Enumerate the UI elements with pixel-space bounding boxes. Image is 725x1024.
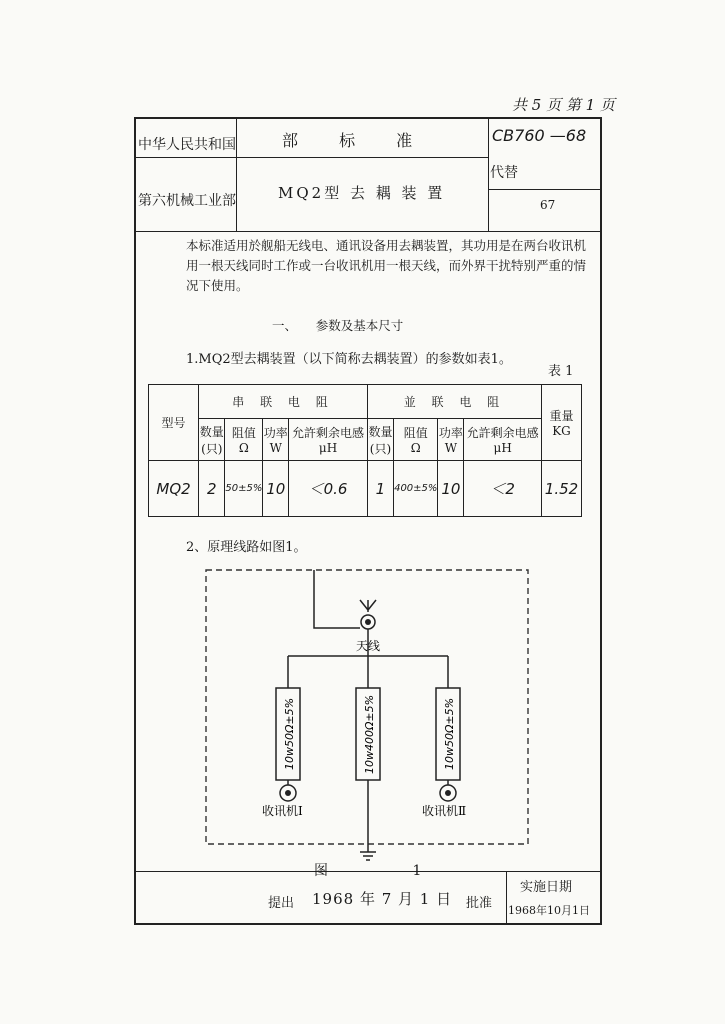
antenna-feed-line bbox=[314, 570, 360, 628]
col-unit: W bbox=[269, 441, 282, 455]
receiver-2-label: 收讯机Ⅱ bbox=[422, 804, 467, 818]
antenna-icon bbox=[360, 600, 376, 612]
cell-weight: 1.52 bbox=[542, 461, 582, 517]
footer-col-line bbox=[506, 871, 507, 925]
ground-icon bbox=[360, 852, 376, 860]
col-unit: (只) bbox=[201, 441, 223, 456]
col-header bbox=[394, 419, 438, 461]
approved-label: 批准 bbox=[466, 896, 493, 911]
col-header bbox=[289, 419, 368, 461]
ministry-name: 第六机械工业部 bbox=[138, 193, 236, 209]
cell-parallel-ind: ＜2 bbox=[464, 461, 542, 517]
col-unit: (只) bbox=[369, 441, 392, 456]
resistor-2-label: 10w400Ω±5% bbox=[363, 694, 376, 774]
col-header bbox=[464, 419, 542, 461]
cell-parallel-qty: 1 bbox=[367, 461, 393, 517]
col-unit: Ω bbox=[410, 441, 421, 455]
col-unit: Ω bbox=[238, 441, 249, 455]
receiver-2-connector-core bbox=[445, 790, 451, 796]
series-group-header: 串 联 电 阻 bbox=[199, 385, 368, 419]
replace-value: 67 bbox=[540, 198, 556, 212]
bus-lines bbox=[288, 629, 448, 688]
weight-label: 重量 bbox=[549, 409, 574, 423]
document-title: MQ2型 去 耦 装 置 bbox=[278, 184, 446, 202]
col-header bbox=[199, 419, 225, 461]
cell-parallel-res: 400±5% bbox=[394, 461, 438, 517]
cell-model: MQ2 bbox=[149, 461, 199, 517]
cell-parallel-power: 10 bbox=[438, 461, 464, 517]
col-name: 阻值 bbox=[231, 426, 256, 440]
cell-series-ind: ＜0.6 bbox=[289, 461, 368, 517]
cell-series-qty: 2 bbox=[199, 461, 225, 517]
header-bottom-line bbox=[136, 231, 602, 232]
effective-date: 1968年10月1日 bbox=[508, 904, 590, 917]
weight-unit: KG bbox=[552, 424, 571, 438]
col-header bbox=[225, 419, 263, 461]
item-2-text: 2、原理线路如图1。 bbox=[186, 540, 307, 555]
col-name: 允許剩余电感 bbox=[466, 426, 539, 440]
intro-paragraph: 本标准适用於舰船无线电、通讯设备用去耦装置，其功用是在两台收讯机用一根天线同时工作或一台收讯机用一根天线，而外界干扰特别严重的情况下使用。 bbox=[186, 238, 587, 293]
effective-label: 实施日期 bbox=[520, 880, 573, 895]
cell-series-res: 50±5% bbox=[225, 461, 263, 517]
col-name: 数量 bbox=[199, 424, 224, 439]
header-col-line-1 bbox=[236, 119, 237, 231]
col-header bbox=[263, 419, 289, 461]
table-label: 表 1 bbox=[548, 364, 574, 379]
section-title: 一、 参数及基本尺寸 bbox=[272, 318, 404, 333]
circuit-diagram bbox=[190, 560, 550, 870]
proposed-date: 1968 年 7 月 1 日 bbox=[312, 890, 453, 908]
table-row bbox=[149, 461, 582, 517]
col-name: 允許剩余电感 bbox=[292, 426, 365, 440]
col-name: 阻值 bbox=[403, 426, 428, 440]
col-name: 数量 bbox=[368, 424, 393, 439]
standard-type: 部 标 准 bbox=[282, 131, 431, 150]
cell-series-power: 10 bbox=[263, 461, 289, 517]
col-unit: μH bbox=[318, 441, 338, 455]
page-count: 共 5 页 第 1 页 bbox=[512, 96, 615, 114]
standard-number: CB760 —68 bbox=[492, 126, 587, 145]
resistor-3-label: 10w50Ω±5% bbox=[443, 697, 456, 770]
col-name: 功率 bbox=[263, 426, 288, 440]
col-header bbox=[438, 419, 464, 461]
header-col-line-2 bbox=[488, 119, 489, 231]
col-unit: μH bbox=[493, 441, 512, 455]
country-name: 中华人民共和国 bbox=[138, 137, 236, 153]
proposed-label: 提出 bbox=[268, 896, 295, 911]
antenna-connector-core bbox=[365, 619, 371, 625]
col-header bbox=[367, 419, 393, 461]
item-1-text: 1.MQ2型去耦装置（以下简称去耦装置）的参数如表1。 bbox=[186, 352, 512, 367]
parallel-group-header: 並 联 电 阻 bbox=[367, 385, 541, 419]
header-divider bbox=[136, 157, 488, 158]
receiver-1-connector-core bbox=[285, 790, 291, 796]
weight-header bbox=[542, 385, 582, 461]
antenna-label: 天线 bbox=[356, 639, 381, 653]
parameter-table bbox=[148, 384, 582, 517]
header-divider-right bbox=[488, 189, 602, 190]
replace-label: 代替 bbox=[490, 165, 518, 181]
col-name: 功率 bbox=[438, 426, 463, 440]
col-unit: W bbox=[444, 441, 458, 455]
figure-caption: 图 1 bbox=[314, 863, 462, 879]
receiver-1-label: 收讯机Ⅰ bbox=[262, 804, 303, 818]
resistor-1-label: 10w50Ω±5% bbox=[283, 697, 296, 770]
model-header: 型号 bbox=[149, 385, 199, 461]
